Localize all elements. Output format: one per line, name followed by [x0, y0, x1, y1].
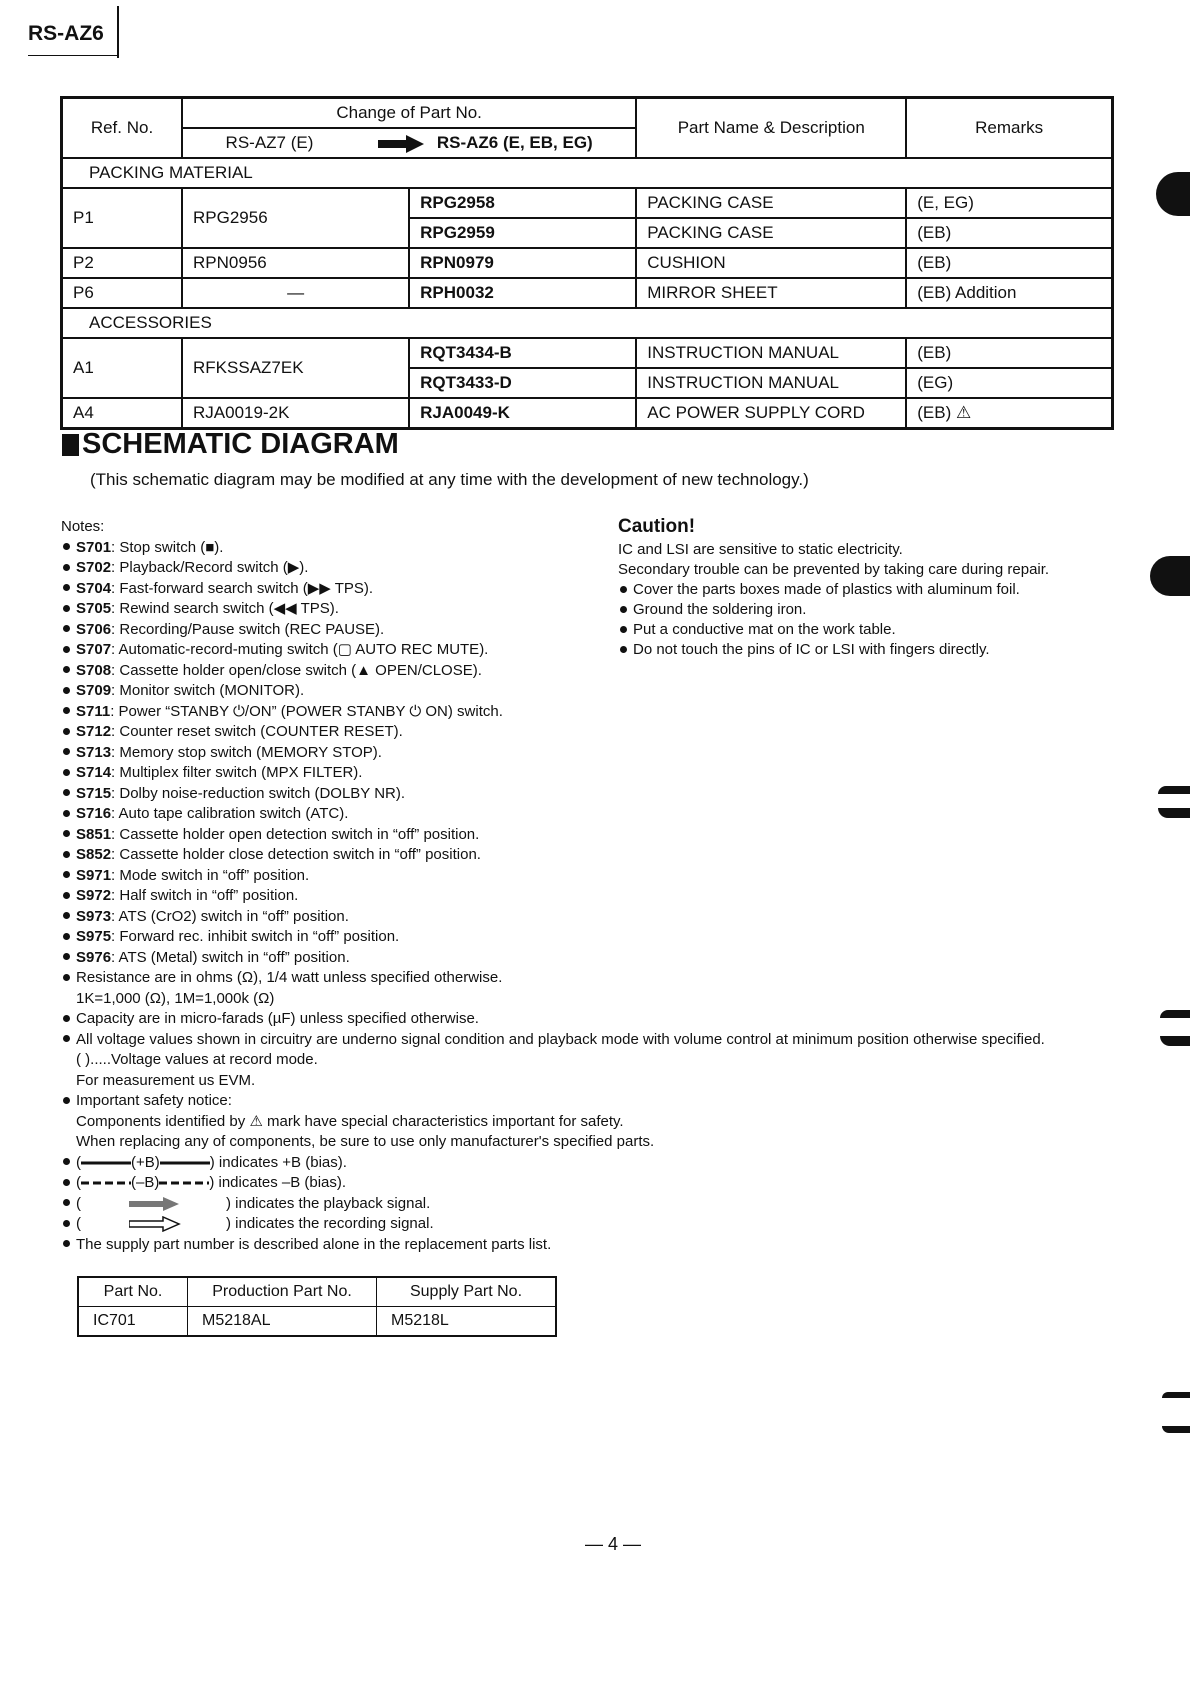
- col-change-header: Change of Part No.: [182, 98, 636, 129]
- part-name-cell: CUSHION: [636, 248, 906, 278]
- caution-line: Secondary trouble can be prevented by taking care during repair.: [618, 561, 1050, 578]
- switch-note-item: S971: Mode switch in “off” position.: [61, 866, 1121, 887]
- remarks-cell: (E, EG): [906, 188, 1112, 218]
- binding-hole-mark: [1160, 1036, 1190, 1046]
- switch-note-item: S976: ATS (Metal) switch in “off” position.: [61, 948, 1121, 969]
- part-name-cell: PACKING CASE: [636, 218, 906, 248]
- parts-change-table: [60, 96, 1114, 430]
- binding-hole-mark: [1150, 556, 1190, 596]
- note-item: Components identified by ⚠ mark have special characteristics important for safety.: [76, 1112, 624, 1130]
- note-item: For measurement us EVM.: [76, 1071, 256, 1089]
- old-part-cell: —: [182, 278, 409, 308]
- part-name-cell: PACKING CASE: [636, 188, 906, 218]
- model-change-cell: [182, 128, 636, 158]
- remarks-cell: (EB): [906, 248, 1112, 278]
- table-row: [78, 1307, 556, 1337]
- table-row: [62, 248, 1113, 278]
- part-name-cell: AC POWER SUPPLY CORD: [636, 398, 906, 429]
- new-part-cell: RPN0979: [409, 248, 636, 278]
- solid-line-icon: [160, 1159, 210, 1167]
- caution-item: Put a conductive mat on the work table.: [618, 620, 1049, 640]
- switch-note-item: S709: Monitor switch (MONITOR).: [61, 681, 1121, 702]
- table-row: [62, 278, 1113, 308]
- new-part-cell: RPG2958: [409, 188, 636, 218]
- note-item: 1K=1,000 (Ω), 1M=1,000k (Ω): [76, 989, 275, 1007]
- binding-hole-mark: [1158, 786, 1190, 794]
- switch-note-item: S711: Power “STANBY ⏻/ON” (POWER STANBY ⏻ ON) switch.: [61, 702, 1121, 723]
- remarks-cell: (EG): [906, 368, 1112, 398]
- note-item: The supply part number is described alone in the replacement parts list.: [61, 1235, 1121, 1256]
- part-name-cell: INSTRUCTION MANUAL: [636, 338, 906, 368]
- switch-note-item: S973: ATS (CrO2) switch in “off” position.: [61, 907, 1121, 928]
- ref-cell: P2: [62, 248, 183, 278]
- legend-record: ( ) indicates the recording signal.: [61, 1214, 1121, 1235]
- note-item: Capacity are in micro-farads (µF) unless specified otherwise.: [61, 1009, 1121, 1030]
- switch-note-item: S715: Dolby noise-reduction switch (DOLBY NR).: [61, 784, 1121, 805]
- part-name-cell: MIRROR SHEET: [636, 278, 906, 308]
- remarks-cell: (EB) Addition: [906, 278, 1112, 308]
- supply-part-table: [77, 1276, 557, 1337]
- switch-note-item: S852: Cassette holder close detection switch in “off” position.: [61, 845, 1121, 866]
- ref-cell: P1: [62, 188, 183, 248]
- table-row: [62, 338, 1113, 368]
- binding-hole-mark: [1162, 1426, 1190, 1433]
- model-label: RS-AZ6: [28, 22, 104, 45]
- solid-line-icon: [81, 1159, 131, 1167]
- section-marker-icon: [62, 434, 79, 456]
- switch-note-item: S716: Auto tape calibration switch (ATC).: [61, 804, 1121, 825]
- switch-note-item: S714: Multiplex filter switch (MPX FILTER).: [61, 763, 1121, 784]
- arrow-right-icon: [378, 135, 424, 153]
- new-part-cell: RQT3434-B: [409, 338, 636, 368]
- table-row: [62, 188, 1113, 218]
- section-accessories: ACCESSORIES: [62, 308, 1113, 338]
- col-name-header: Part Name & Description: [636, 98, 906, 159]
- caution-block: [618, 517, 1049, 660]
- switch-note-item: S702: Playback/Record switch (▶).: [61, 558, 1121, 579]
- supply-header: Supply Part No.: [377, 1277, 557, 1307]
- from-model: RS-AZ7 (E): [225, 133, 314, 152]
- switch-note-item: S705: Rewind search switch (◀◀ TPS).: [61, 599, 1121, 620]
- supply-cell: M5218L: [377, 1307, 557, 1337]
- switch-note-item: S701: Stop switch (■).: [61, 538, 1121, 559]
- page-number: — 4 —: [585, 1534, 642, 1554]
- old-part-cell: RPN0956: [182, 248, 409, 278]
- dashed-line-icon: [81, 1179, 131, 1187]
- switch-note-item: S707: Automatic-record-muting switch (▢ AUTO REC MUTE).: [61, 640, 1121, 661]
- new-part-cell: RPG2959: [409, 218, 636, 248]
- supply-header: Part No.: [78, 1277, 188, 1307]
- ref-cell: P6: [62, 278, 183, 308]
- caution-item: Do not touch the pins of IC or LSI with fingers directly.: [618, 640, 1049, 660]
- binding-hole-mark: [1160, 1010, 1190, 1018]
- old-part-cell: RJA0019-2K: [182, 398, 409, 429]
- note-item: All voltage values shown in circuitry are underno signal condition and playback mode with volume control at minimum position otherwise specified.: [61, 1030, 1121, 1051]
- supply-cell: M5218AL: [188, 1307, 377, 1337]
- note-item: Important safety notice:: [61, 1091, 1121, 1112]
- new-part-cell: RJA0049-K: [409, 398, 636, 429]
- col-ref-header: Ref. No.: [62, 98, 183, 159]
- switch-note-item: S712: Counter reset switch (COUNTER RESET).: [61, 722, 1121, 743]
- caution-item: Ground the soldering iron.: [618, 600, 1049, 620]
- notes-heading: Notes:: [61, 518, 105, 535]
- legend-bias-minus: ( (–B) ) indicates –B (bias).: [61, 1173, 1121, 1194]
- switch-note-item: S851: Cassette holder open detection switch in “off” position.: [61, 825, 1121, 846]
- to-model: RS-AZ6 (E, EB, EG): [436, 133, 593, 152]
- new-part-cell: RQT3433-D: [409, 368, 636, 398]
- caution-title: Caution!: [618, 516, 696, 537]
- supply-cell: IC701: [78, 1307, 188, 1337]
- note-item: ( ).....Voltage values at record mode.: [76, 1051, 318, 1068]
- part-name-cell: INSTRUCTION MANUAL: [636, 368, 906, 398]
- caution-item: Cover the parts boxes made of plastics with aluminum foil.: [618, 580, 1049, 600]
- switch-note-item: S706: Recording/Pause switch (REC PAUSE).: [61, 620, 1121, 641]
- schematic-subtitle: (This schematic diagram may be modified at any time with the development of new technology.): [90, 470, 809, 489]
- section-title: [62, 428, 399, 461]
- remarks-cell: (EB): [906, 218, 1112, 248]
- old-part-cell: RFKSSAZ7EK: [182, 338, 409, 398]
- schematic-title: SCHEMATIC DIAGRAM: [82, 428, 399, 460]
- new-part-cell: RPH0032: [409, 278, 636, 308]
- remarks-cell: (EB): [906, 338, 1112, 368]
- switch-note-item: S708: Cassette holder open/close switch (▲ OPEN/CLOSE).: [61, 661, 1121, 682]
- ref-cell: A1: [62, 338, 183, 398]
- header-underline: [28, 55, 119, 56]
- ref-cell: A4: [62, 398, 183, 429]
- dashed-line-icon: [159, 1179, 209, 1187]
- caution-line: IC and LSI are sensitive to static electricity.: [618, 541, 903, 558]
- switch-note-item: S713: Memory stop switch (MEMORY STOP).: [61, 743, 1121, 764]
- filled-arrow-icon: [129, 1196, 181, 1212]
- switch-note-item: S975: Forward rec. inhibit switch in “off” position.: [61, 927, 1121, 948]
- supply-header: Production Part No.: [188, 1277, 377, 1307]
- binding-hole-mark: [1156, 172, 1190, 216]
- col-remarks-header: Remarks: [906, 98, 1112, 159]
- header-divider: [117, 6, 119, 58]
- legend-playback: ( ) indicates the playback signal.: [61, 1194, 1121, 1215]
- old-part-cell: RPG2956: [182, 188, 409, 248]
- table-row: [62, 398, 1113, 429]
- section-packing: PACKING MATERIAL: [62, 158, 1113, 188]
- note-item: Resistance are in ohms (Ω), 1/4 watt unless specified otherwise.: [61, 968, 1121, 989]
- switch-note-item: S704: Fast-forward search switch (▶▶ TPS).: [61, 579, 1121, 600]
- hollow-arrow-icon: [129, 1216, 181, 1232]
- legend-bias-plus: ( (+B) ) indicates +B (bias).: [61, 1153, 1121, 1174]
- switch-note-item: S972: Half switch in “off” position.: [61, 886, 1121, 907]
- remarks-cell: (EB) ⚠: [906, 398, 1112, 429]
- binding-hole-mark: [1162, 1392, 1190, 1398]
- note-item: When replacing any of components, be sure to use only manufacturer's specified parts.: [76, 1133, 655, 1150]
- binding-hole-mark: [1158, 808, 1190, 818]
